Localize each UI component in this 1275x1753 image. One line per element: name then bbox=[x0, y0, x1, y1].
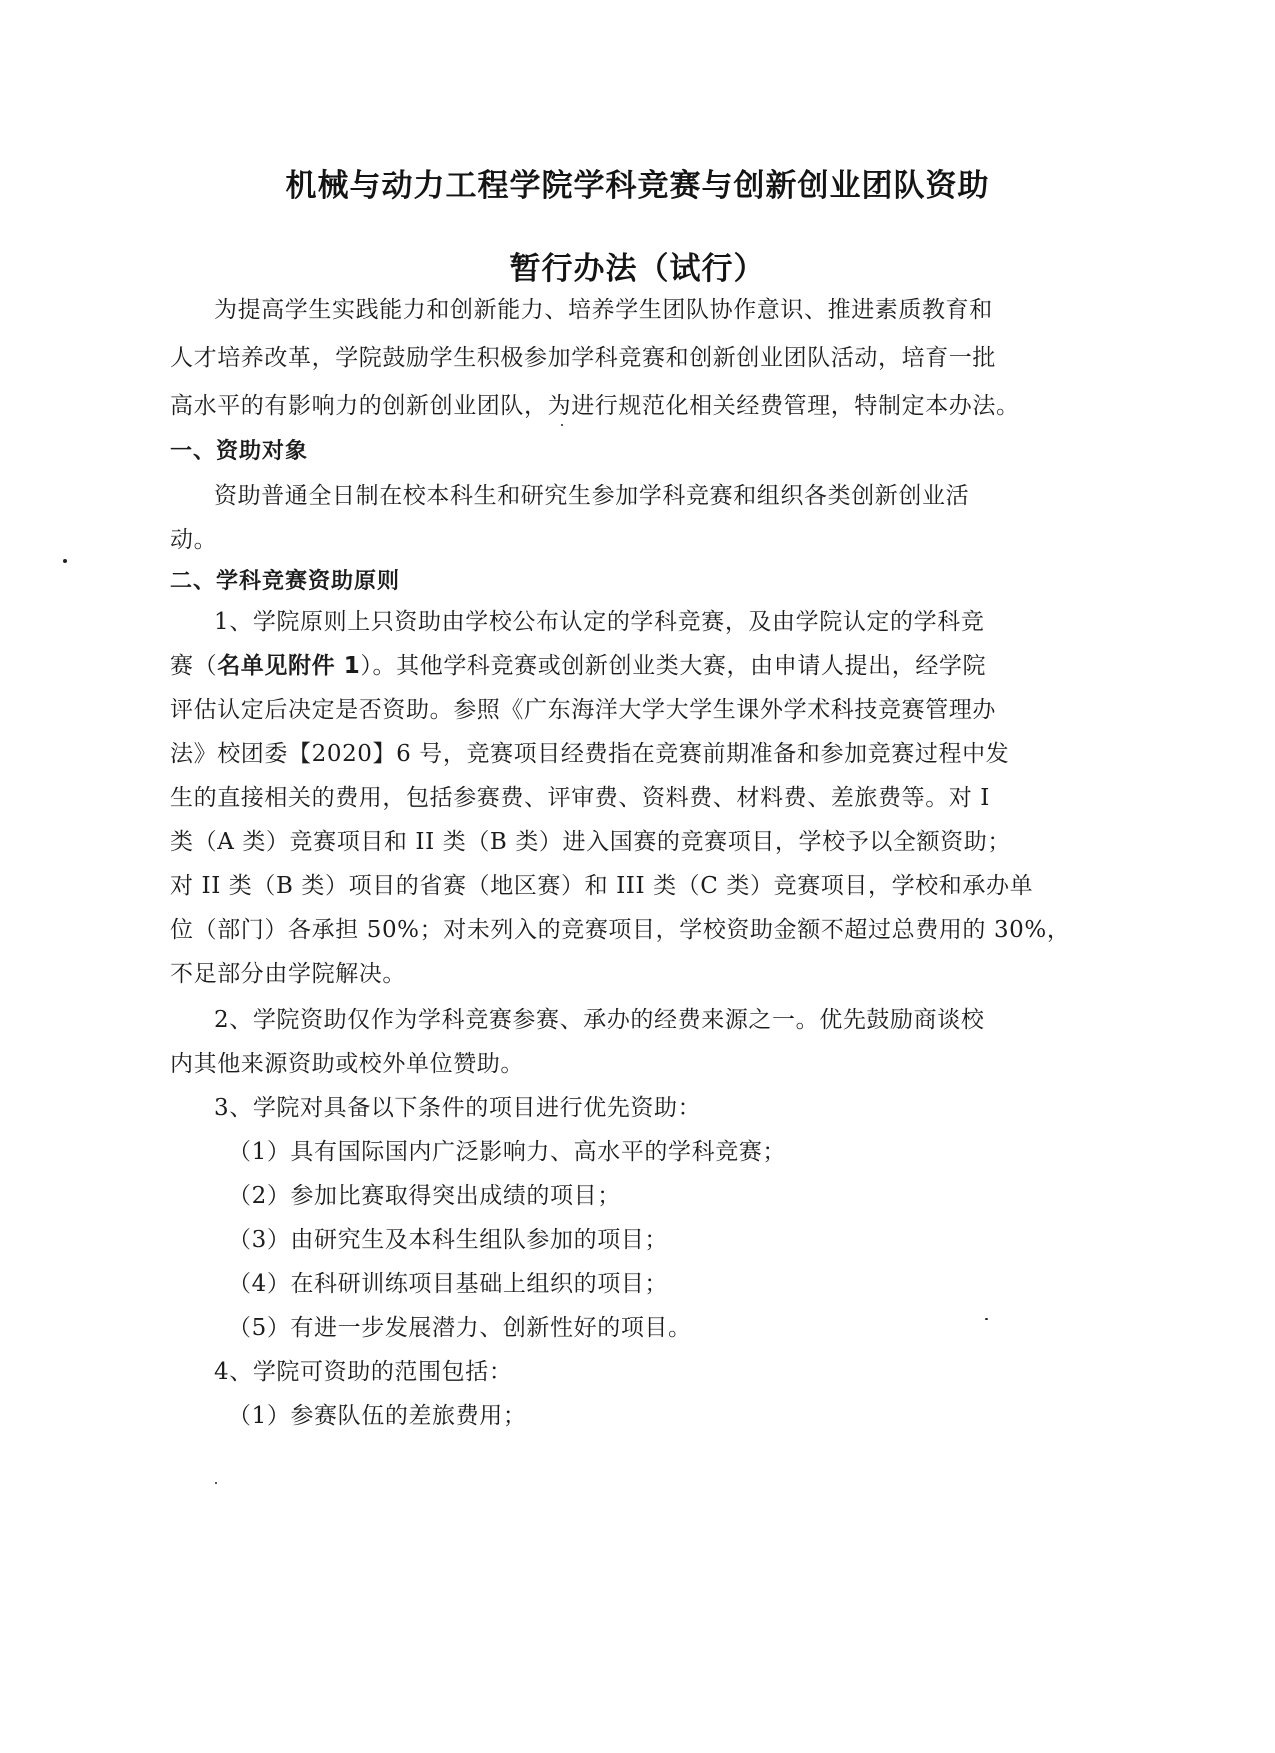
section2-p1-line: 法》校团委【2020】6 号，竞赛项目经费指在竞赛前期准备和参加竞赛过程中发 bbox=[170, 741, 1010, 767]
section2-p1-line bbox=[170, 652, 986, 680]
section2-p4-intro: 4、学院可资助的范围包括： bbox=[214, 1359, 513, 1385]
section2-p1-line: 位（部门）各承担 50%；对未列入的竞赛项目，学校资助金额不超过总费用的 30%， bbox=[170, 917, 1071, 943]
intro-line: 高水平的有影响力的创新创业团队，为进行规范化相关经费管理，特制定本办法。 bbox=[170, 393, 1020, 419]
priority-item: （3）由研究生及本科生组队参加的项目； bbox=[228, 1227, 669, 1253]
section2-p1-line: 类（A 类）竞赛项目和 II 类（B 类）进入国赛的竞赛项目，学校予以全额资助； bbox=[170, 829, 1011, 855]
scan-speck bbox=[561, 424, 563, 426]
section2-p1-line: 不足部分由学院解决。 bbox=[170, 961, 406, 987]
section-heading-competition-principles: 二、学科竞赛资助原则 bbox=[170, 569, 401, 594]
section2-p1-line: 对 II 类（B 类）项目的省赛（地区赛）和 III 类（C 类）竞赛项目，学校和承办单 bbox=[170, 873, 1034, 899]
section2-p2-line: 内其他来源资助或校外单位赞助。 bbox=[170, 1051, 524, 1077]
priority-item: （1）具有国际国内广泛影响力、高水平的学科竞赛； bbox=[228, 1139, 787, 1165]
scan-speck bbox=[63, 559, 67, 563]
intro-line: 为提高学生实践能力和创新能力、培养学生团队协作意识、推进素质教育和 bbox=[214, 297, 993, 323]
section-heading-funding-target: 一、资助对象 bbox=[170, 439, 309, 464]
section2-p1-line: 1、学院原则上只资助由学校公布认定的学科竞赛，及由学院认定的学科竞 bbox=[214, 609, 985, 635]
section2-p2-line: 2、学院资助仅作为学科竞赛参赛、承办的经费来源之一。优先鼓励商谈校 bbox=[214, 1007, 985, 1033]
document-title-line1: 机械与动力工程学院学科竞赛与创新创业团队资助 bbox=[285, 168, 990, 204]
section2-p3-intro: 3、学院对具备以下条件的项目进行优先资助： bbox=[214, 1095, 702, 1121]
priority-item: （5）有进一步发展潜力、创新性好的项目。 bbox=[228, 1315, 692, 1341]
attachment-reference: 名单见附件 1 bbox=[217, 653, 361, 679]
section1-line: 资助普通全日制在校本科生和研究生参加学科竞赛和组织各类创新创业活 bbox=[214, 483, 970, 509]
text-run: 赛（ bbox=[170, 653, 218, 679]
section2-p1-line: 评估认定后决定是否资助。参照《广东海洋大学大学生课外学术科技竞赛管理办 bbox=[170, 697, 996, 723]
priority-item: （4）在科研训练项目基础上组织的项目； bbox=[228, 1271, 669, 1297]
scan-speck bbox=[215, 1482, 217, 1484]
scope-item: （1）参赛队伍的差旅费用； bbox=[228, 1403, 527, 1429]
section2-p1-line: 生的直接相关的费用，包括参赛费、评审费、资料费、材料费、差旅费等。对 I bbox=[170, 785, 990, 811]
priority-item: （2）参加比赛取得突出成绩的项目； bbox=[228, 1183, 621, 1209]
intro-line: 人才培养改革，学院鼓励学生积极参加学科竞赛和创新创业团队活动，培育一批 bbox=[170, 345, 996, 371]
section1-line: 动。 bbox=[170, 527, 218, 553]
scan-speck bbox=[985, 1318, 988, 1320]
document-title-line2: 暂行办法（试行） bbox=[509, 251, 766, 287]
text-run: ）。其他学科竞赛或创新创业类大赛，由申请人提出，经学院 bbox=[360, 653, 987, 679]
